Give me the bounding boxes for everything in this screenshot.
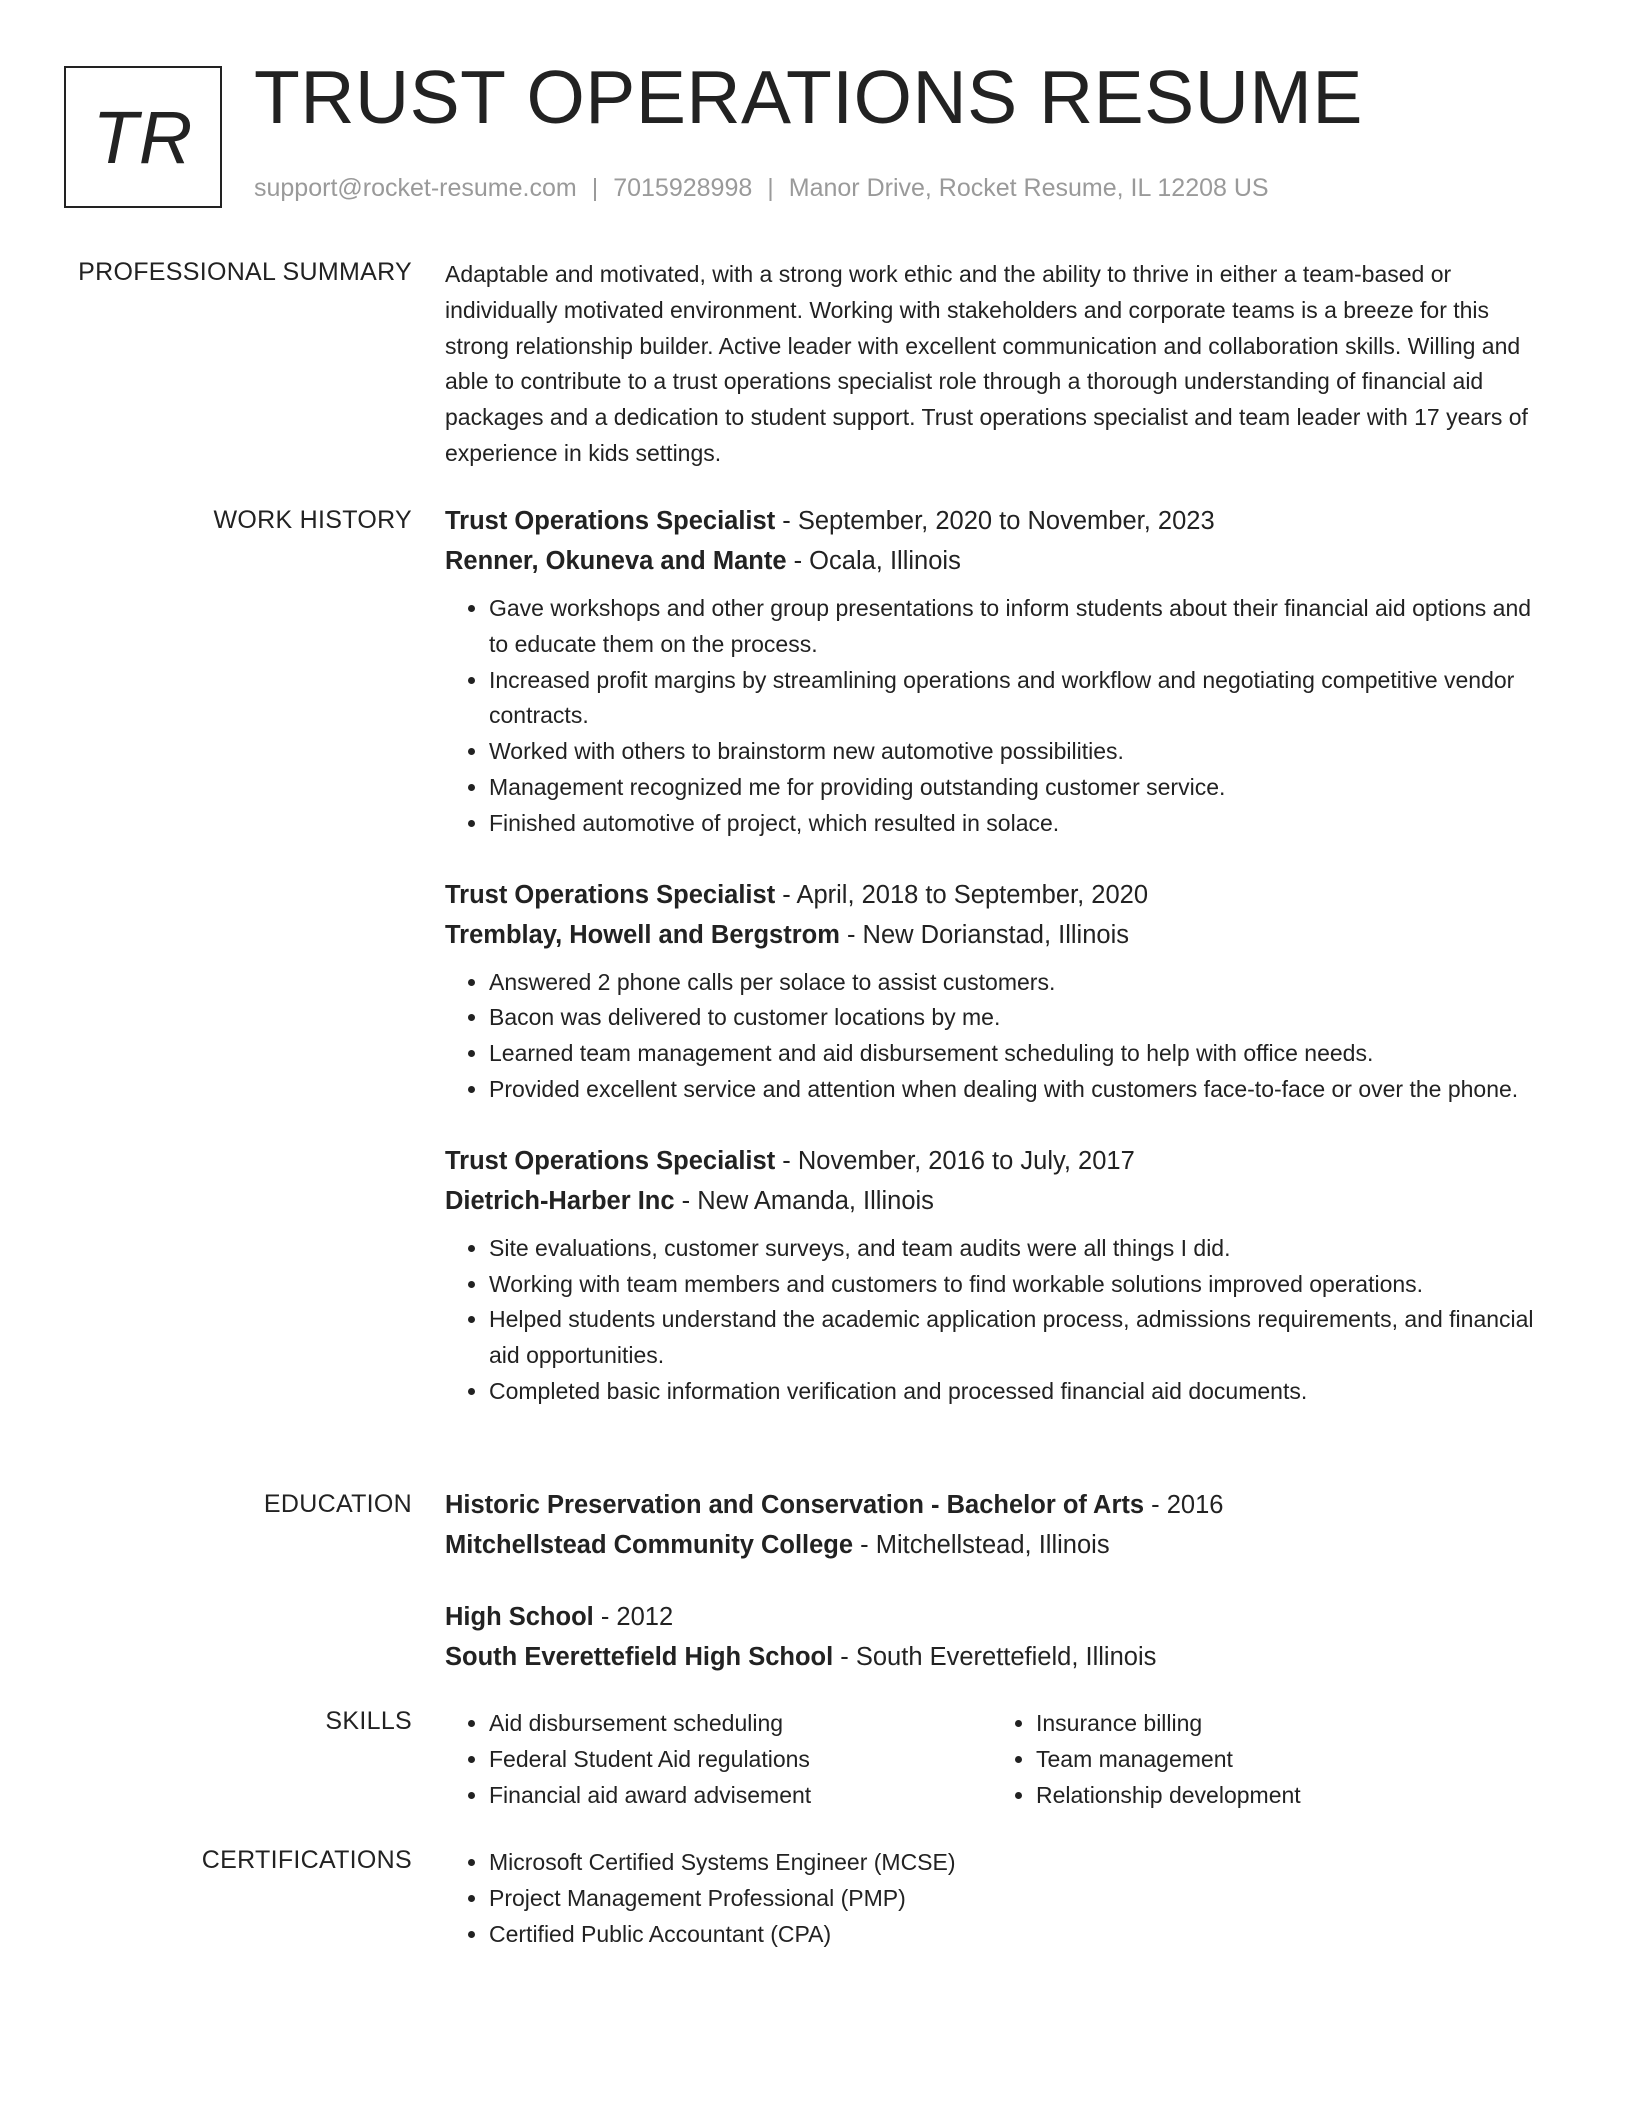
list-item: • Finished automotive of project, which resulted in solace. (489, 806, 1545, 842)
skills-content (445, 1706, 1545, 1813)
list-item: • Worked with others to brainstorm new automotive possibilities. (489, 734, 1545, 770)
list-item: • Increased profit margins by streamlining operations and workflow and negotiating competitive vendor contracts. (489, 663, 1545, 735)
list-item: • Working with team members and customers to find workable solutions improved operations. (489, 1267, 1545, 1303)
job-title: Trust Operations Specialist (445, 507, 776, 535)
job-entry (445, 501, 1545, 842)
job-company: Tremblay, Howell and Bergstrom (445, 920, 840, 949)
skill-item: • Aid disbursement scheduling (489, 1706, 992, 1742)
summary-content (445, 257, 1545, 472)
job-location: - Ocala, Illinois (786, 547, 961, 575)
certifications-list (445, 1845, 1545, 1952)
education-school: South Everettefield High School (445, 1643, 834, 1671)
certification-item: • Microsoft Certified Systems Engineer (MCSE) (489, 1845, 1545, 1881)
education-entry (445, 1485, 1545, 1565)
skills-list (445, 1706, 992, 1813)
list-item: • Completed basic information verification and processed financial aid documents. (489, 1374, 1545, 1410)
work-history-content (445, 501, 1545, 1443)
section-label-certifications: CERTIFICATIONS (201, 1846, 412, 1874)
education-degree-line (445, 1485, 1545, 1525)
job-dates: - November, 2016 to July, 2017 (775, 1146, 1135, 1175)
skill-item: • Team management (1036, 1742, 1301, 1778)
job-title-line (445, 875, 1545, 915)
education-location: - South Everettefield, Illinois (833, 1643, 1157, 1671)
section-label-summary: PROFESSIONAL SUMMARY (78, 258, 412, 286)
education-year: - 2012 (593, 1603, 674, 1631)
certification-item: • Certified Public Accountant (CPA) (489, 1917, 1545, 1953)
skill-item: • Insurance billing (1036, 1706, 1301, 1742)
job-location: - New Dorianstad, Illinois (839, 920, 1129, 949)
job-title-line (445, 1141, 1545, 1181)
education-content (445, 1485, 1545, 1709)
list-item: • Gave workshops and other group presentations to inform students about their financial aid options and to educate them on the process. (489, 591, 1545, 663)
education-school-line (445, 1637, 1545, 1677)
skills-list (992, 1706, 1301, 1813)
skills-columns (445, 1706, 1545, 1813)
job-entry (445, 875, 1545, 1108)
job-company-line (445, 915, 1545, 955)
job-bullets (445, 1231, 1545, 1410)
job-dates: - September, 2020 to November, 2023 (775, 507, 1215, 535)
list-item: • Provided excellent service and attention when dealing with customers face-to-face or over the phone. (489, 1072, 1545, 1108)
job-title: Trust Operations Specialist (445, 880, 776, 909)
contact-separator: | (767, 174, 774, 202)
education-degree: Historic Preservation and Conservation - Bachelor of Arts (445, 1491, 1145, 1519)
monogram-logo: TR (64, 66, 222, 208)
contact-separator: | (591, 174, 599, 202)
section-label-skills: SKILLS (325, 1707, 412, 1735)
contact-email[interactable]: support@rocket-resume.com (254, 174, 577, 202)
job-entry (445, 1141, 1545, 1410)
contact-line (254, 174, 1269, 203)
page-title: TRUST OPERATIONS RESUME (254, 55, 1363, 139)
contact-address: Manor Drive, Rocket Resume, IL 12208 US (788, 174, 1269, 202)
job-title-line (445, 501, 1545, 541)
job-dates: - April, 2018 to September, 2020 (775, 880, 1149, 909)
education-school: Mitchellstead Community College (445, 1531, 854, 1559)
skill-item: • Financial aid award advisement (489, 1778, 992, 1814)
list-item: • Helped students understand the academic application process, admissions requirements, and financial aid opportunities. (489, 1302, 1545, 1374)
education-degree: High School (445, 1603, 594, 1631)
education-school-line (445, 1525, 1545, 1565)
summary-text: Adaptable and motivated, with a strong work ethic and the ability to thrive in either a team-based or individually motivated environment. Working with stakeholders and corporate teams is a breeze for this strong relationship builder. Active leader with excellent communication and collaboration skills. Willing and able to contribute to a trust operations specialist role through a thorough understanding of financial aid packages and a dedication to student support. Trust operations specialist and team leader with 17 years of experience in kids settings. (445, 261, 1528, 466)
certification-item: • Project Management Professional (PMP) (489, 1881, 1545, 1917)
skill-item: • Relationship development (1036, 1778, 1301, 1814)
list-item: • Learned team management and aid disbursement scheduling to help with office needs. (489, 1036, 1545, 1072)
job-company-line (445, 541, 1545, 581)
skills-column-2 (992, 1706, 1301, 1813)
list-item: • Site evaluations, customer surveys, and team audits were all things I did. (489, 1231, 1545, 1267)
job-bullets (445, 965, 1545, 1108)
list-item: • Management recognized me for providing outstanding customer service. (489, 770, 1545, 806)
section-label-education: EDUCATION (263, 1490, 412, 1518)
skill-item: • Federal Student Aid regulations (489, 1742, 992, 1778)
job-company: Renner, Okuneva and Mante (445, 547, 787, 575)
job-title: Trust Operations Specialist (445, 1146, 776, 1175)
list-item: • Answered 2 phone calls per solace to assist customers. (489, 965, 1545, 1001)
job-location: - New Amanda, Illinois (674, 1186, 934, 1215)
job-company: Dietrich-Harber Inc (445, 1186, 675, 1215)
education-year: - 2016 (1144, 1491, 1224, 1519)
job-bullets (445, 591, 1545, 842)
education-entry (445, 1597, 1545, 1677)
section-label-work-history: WORK HISTORY (213, 506, 412, 534)
education-location: - Mitchellstead, Illinois (853, 1531, 1110, 1559)
certifications-content (445, 1845, 1545, 1952)
contact-phone[interactable]: 7015928998 (613, 174, 753, 202)
list-item: • Bacon was delivered to customer locations by me. (489, 1000, 1545, 1036)
education-degree-line (445, 1597, 1545, 1637)
job-company-line (445, 1181, 1545, 1221)
skills-column-1 (445, 1706, 992, 1813)
